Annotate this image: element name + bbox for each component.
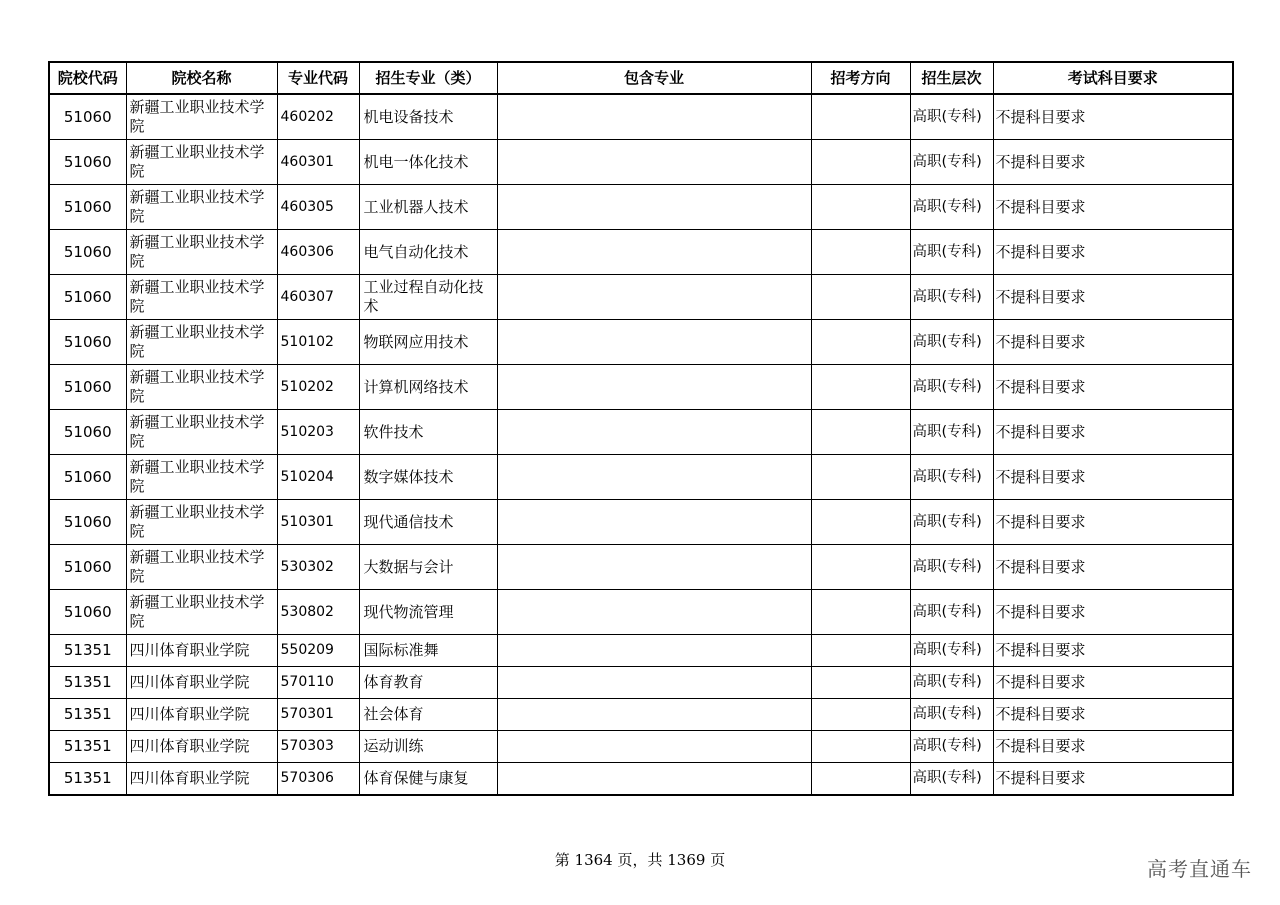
cell-school-name: 新疆工业职业技术学院	[126, 320, 277, 365]
cell-requirement: 不提科目要求	[993, 185, 1233, 230]
cell-direction	[811, 320, 910, 365]
cell-major: 现代物流管理	[359, 590, 497, 635]
cell-school-code: 51351	[49, 635, 126, 667]
cell-school-name: 新疆工业职业技术学院	[126, 455, 277, 500]
cell-requirement: 不提科目要求	[993, 699, 1233, 731]
cell-direction	[811, 731, 910, 763]
cell-school-code: 51060	[49, 590, 126, 635]
cell-school-code: 51060	[49, 545, 126, 590]
cell-school-name: 新疆工业职业技术学院	[126, 590, 277, 635]
cell-requirement: 不提科目要求	[993, 590, 1233, 635]
cell-major-code: 570306	[277, 763, 359, 796]
cell-included-majors	[497, 500, 811, 545]
cell-direction	[811, 667, 910, 699]
cell-school-code: 51060	[49, 230, 126, 275]
cell-requirement: 不提科目要求	[993, 635, 1233, 667]
table-header	[49, 62, 1233, 94]
cell-school-name: 四川体育职业学院	[126, 731, 277, 763]
cell-direction	[811, 140, 910, 185]
cell-requirement: 不提科目要求	[993, 763, 1233, 796]
cell-major: 机电一体化技术	[359, 140, 497, 185]
cell-school-code: 51060	[49, 94, 126, 140]
cell-included-majors	[497, 365, 811, 410]
cell-school-code: 51060	[49, 275, 126, 320]
table-row	[49, 590, 1233, 635]
cell-direction	[811, 763, 910, 796]
header-major-code: 专业代码	[277, 62, 359, 94]
cell-direction	[811, 94, 910, 140]
cell-included-majors	[497, 410, 811, 455]
cell-requirement: 不提科目要求	[993, 320, 1233, 365]
cell-level: 高职(专科)	[910, 699, 993, 731]
cell-school-code: 51351	[49, 699, 126, 731]
table-row	[49, 667, 1233, 699]
cell-major-code: 550209	[277, 635, 359, 667]
cell-school-name: 新疆工业职业技术学院	[126, 545, 277, 590]
cell-school-name: 新疆工业职业技术学院	[126, 365, 277, 410]
cell-major: 国际标准舞	[359, 635, 497, 667]
header-included-majors: 包含专业	[497, 62, 811, 94]
cell-direction	[811, 590, 910, 635]
table-row	[49, 230, 1233, 275]
table-row	[49, 500, 1233, 545]
table-row	[49, 140, 1233, 185]
cell-level: 高职(专科)	[910, 545, 993, 590]
cell-major: 数字媒体技术	[359, 455, 497, 500]
cell-major-code: 460306	[277, 230, 359, 275]
header-major: 招生专业（类）	[359, 62, 497, 94]
cell-major: 体育保健与康复	[359, 763, 497, 796]
cell-requirement: 不提科目要求	[993, 275, 1233, 320]
header-school-code: 院校代码	[49, 62, 126, 94]
cell-direction	[811, 185, 910, 230]
cell-requirement: 不提科目要求	[993, 140, 1233, 185]
cell-included-majors	[497, 320, 811, 365]
cell-major: 电气自动化技术	[359, 230, 497, 275]
cell-major-code: 510203	[277, 410, 359, 455]
cell-requirement: 不提科目要求	[993, 455, 1233, 500]
cell-major-code: 570110	[277, 667, 359, 699]
cell-major-code: 530302	[277, 545, 359, 590]
cell-major-code: 460307	[277, 275, 359, 320]
cell-level: 高职(专科)	[910, 635, 993, 667]
cell-major-code: 460301	[277, 140, 359, 185]
cell-level: 高职(专科)	[910, 140, 993, 185]
cell-school-name: 新疆工业职业技术学院	[126, 275, 277, 320]
cell-major: 工业机器人技术	[359, 185, 497, 230]
cell-school-code: 51060	[49, 185, 126, 230]
cell-level: 高职(专科)	[910, 731, 993, 763]
cell-included-majors	[497, 455, 811, 500]
table-body	[49, 94, 1233, 795]
cell-level: 高职(专科)	[910, 94, 993, 140]
cell-school-name: 新疆工业职业技术学院	[126, 94, 277, 140]
table-row	[49, 635, 1233, 667]
cell-level: 高职(专科)	[910, 320, 993, 365]
table-row	[49, 365, 1233, 410]
cell-level: 高职(专科)	[910, 500, 993, 545]
admissions-table-container	[48, 61, 1232, 796]
cell-requirement: 不提科目要求	[993, 410, 1233, 455]
cell-major: 现代通信技术	[359, 500, 497, 545]
header-requirement: 考试科目要求	[993, 62, 1233, 94]
cell-direction	[811, 500, 910, 545]
cell-school-code: 51060	[49, 140, 126, 185]
cell-major: 工业过程自动化技术	[359, 275, 497, 320]
header-level: 招生层次	[910, 62, 993, 94]
cell-school-code: 51060	[49, 320, 126, 365]
cell-major-code: 460202	[277, 94, 359, 140]
header-school-name: 院校名称	[126, 62, 277, 94]
cell-level: 高职(专科)	[910, 230, 993, 275]
cell-major-code: 460305	[277, 185, 359, 230]
cell-major: 体育教育	[359, 667, 497, 699]
cell-included-majors	[497, 545, 811, 590]
cell-school-name: 四川体育职业学院	[126, 667, 277, 699]
cell-school-name: 新疆工业职业技术学院	[126, 410, 277, 455]
cell-included-majors	[497, 140, 811, 185]
cell-level: 高职(专科)	[910, 410, 993, 455]
cell-level: 高职(专科)	[910, 763, 993, 796]
table-row	[49, 545, 1233, 590]
header-row	[49, 62, 1233, 94]
table-row	[49, 410, 1233, 455]
cell-level: 高职(专科)	[910, 365, 993, 410]
cell-requirement: 不提科目要求	[993, 545, 1233, 590]
cell-school-code: 51351	[49, 731, 126, 763]
cell-major: 社会体育	[359, 699, 497, 731]
header-direction: 招考方向	[811, 62, 910, 94]
cell-major: 大数据与会计	[359, 545, 497, 590]
cell-major: 物联网应用技术	[359, 320, 497, 365]
table-row	[49, 185, 1233, 230]
table-row	[49, 320, 1233, 365]
cell-included-majors	[497, 590, 811, 635]
cell-included-majors	[497, 699, 811, 731]
cell-requirement: 不提科目要求	[993, 731, 1233, 763]
cell-included-majors	[497, 667, 811, 699]
cell-major-code: 510102	[277, 320, 359, 365]
cell-school-name: 四川体育职业学院	[126, 699, 277, 731]
cell-requirement: 不提科目要求	[993, 500, 1233, 545]
cell-school-name: 四川体育职业学院	[126, 635, 277, 667]
cell-direction	[811, 635, 910, 667]
cell-major: 计算机网络技术	[359, 365, 497, 410]
cell-school-code: 51351	[49, 667, 126, 699]
cell-major-code: 570301	[277, 699, 359, 731]
cell-included-majors	[497, 763, 811, 796]
cell-level: 高职(专科)	[910, 185, 993, 230]
table-row	[49, 763, 1233, 796]
cell-direction	[811, 410, 910, 455]
cell-included-majors	[497, 275, 811, 320]
cell-included-majors	[497, 731, 811, 763]
cell-school-code: 51060	[49, 410, 126, 455]
cell-major-code: 570303	[277, 731, 359, 763]
cell-included-majors	[497, 185, 811, 230]
cell-included-majors	[497, 94, 811, 140]
cell-school-code: 51060	[49, 455, 126, 500]
cell-direction	[811, 275, 910, 320]
cell-included-majors	[497, 230, 811, 275]
cell-direction	[811, 699, 910, 731]
table-row	[49, 455, 1233, 500]
cell-direction	[811, 455, 910, 500]
cell-school-name: 新疆工业职业技术学院	[126, 500, 277, 545]
cell-requirement: 不提科目要求	[993, 667, 1233, 699]
cell-major-code: 530802	[277, 590, 359, 635]
cell-school-name: 四川体育职业学院	[126, 763, 277, 796]
cell-included-majors	[497, 635, 811, 667]
cell-level: 高职(专科)	[910, 455, 993, 500]
cell-requirement: 不提科目要求	[993, 365, 1233, 410]
page-number: 第 1364 页，共 1369 页	[554, 851, 726, 869]
table-row	[49, 731, 1233, 763]
cell-major-code: 510202	[277, 365, 359, 410]
cell-school-code: 51060	[49, 365, 126, 410]
cell-major-code: 510204	[277, 455, 359, 500]
cell-major: 运动训练	[359, 731, 497, 763]
cell-school-name: 新疆工业职业技术学院	[126, 185, 277, 230]
cell-school-code: 51060	[49, 500, 126, 545]
cell-level: 高职(专科)	[910, 667, 993, 699]
cell-direction	[811, 545, 910, 590]
cell-requirement: 不提科目要求	[993, 230, 1233, 275]
admissions-table	[48, 61, 1234, 796]
table-row	[49, 699, 1233, 731]
cell-major: 软件技术	[359, 410, 497, 455]
cell-direction	[811, 365, 910, 410]
table-row	[49, 275, 1233, 320]
cell-school-name: 新疆工业职业技术学院	[126, 140, 277, 185]
table-row	[49, 94, 1233, 140]
cell-school-name: 新疆工业职业技术学院	[126, 230, 277, 275]
cell-major: 机电设备技术	[359, 94, 497, 140]
watermark-logo-text: 高考直通车	[1147, 857, 1252, 881]
cell-school-code: 51351	[49, 763, 126, 796]
cell-direction	[811, 230, 910, 275]
cell-major-code: 510301	[277, 500, 359, 545]
cell-level: 高职(专科)	[910, 275, 993, 320]
cell-level: 高职(专科)	[910, 590, 993, 635]
cell-requirement: 不提科目要求	[993, 94, 1233, 140]
